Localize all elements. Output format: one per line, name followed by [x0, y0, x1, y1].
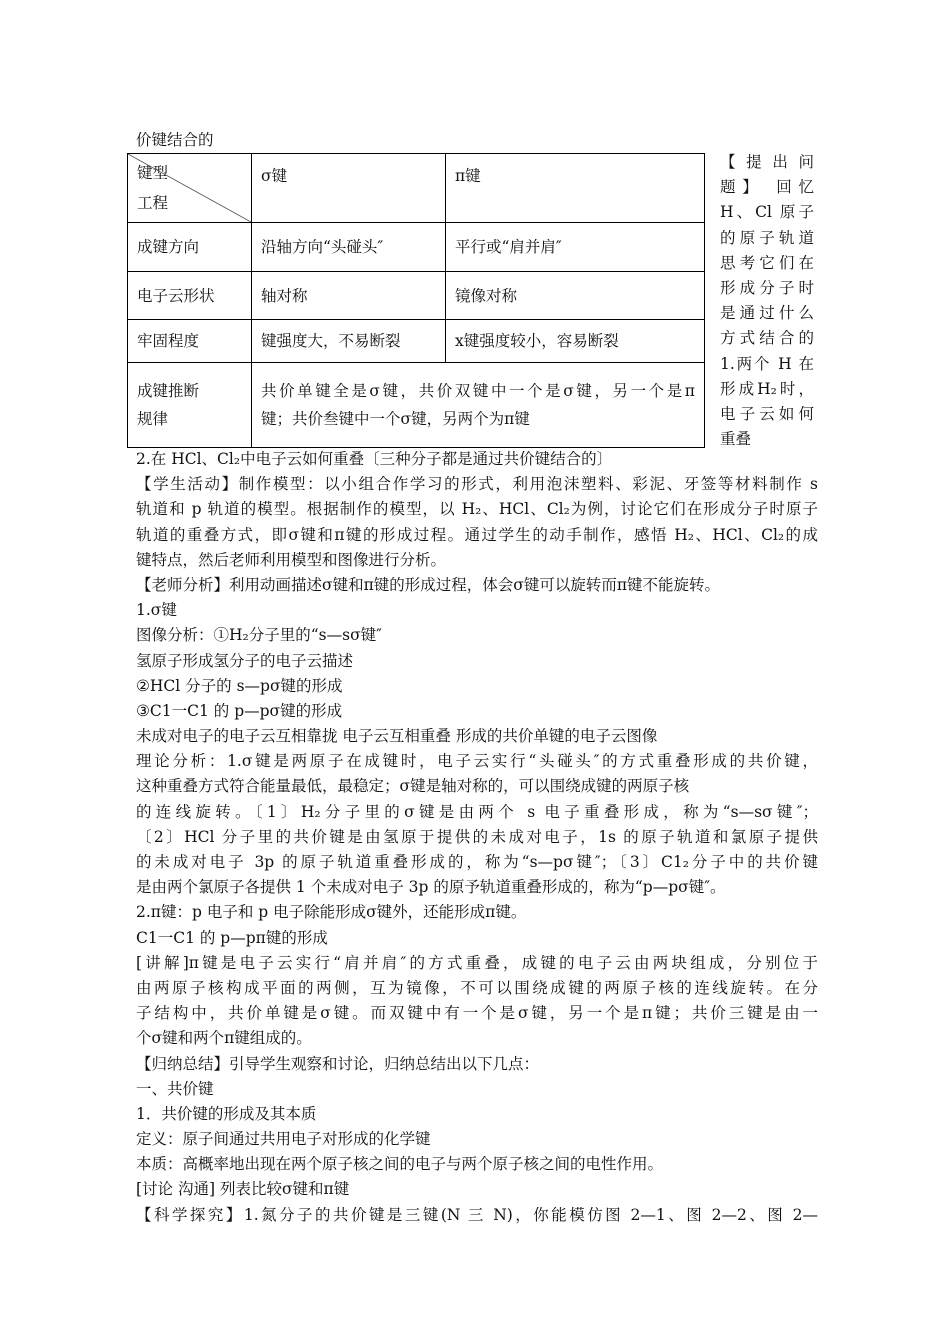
header-sigma: σ键	[252, 154, 446, 223]
text-line: 未成对电子的电子云互相靠拢 电子云互相重叠 形成的共价单键的电子云图像	[136, 727, 658, 746]
row-label	[128, 363, 252, 448]
text-line: 【老师分析】利用动画描述σ键和π键的形成过程，体会σ键可以旋转而π键不能旋转。	[136, 575, 721, 594]
text-line: 〔2〕HCl 分子里的共价键是由氢原于提供的未成对电子，1s 的原子轨道和氯原子提供	[136, 827, 818, 846]
text-line: 【归纳总结】引导学生观察和讨论，归纳总结出以下几点：	[136, 1054, 540, 1073]
text-line: [讨论 沟通] 列表比较σ键和π键	[136, 1180, 350, 1199]
body-text	[136, 447, 818, 1228]
rule-text-line-1: 共价单键全是σ键，共价双键中一个是σ键，另一个是π	[261, 382, 695, 400]
pi-cell: 平行或“肩并肩″	[446, 223, 705, 272]
text-line: 【学生活动】制作模型：以小组合作学习的形式，利用泡沫塑料、彩泥、牙签等材料制作 s	[136, 475, 818, 494]
text-line: 1．共价键的形成及其本质	[136, 1104, 317, 1123]
side-note-line: 题】 回忆	[720, 178, 814, 197]
corner-label-bottom: 工程	[137, 194, 169, 212]
row-label: 电子云形状	[128, 272, 252, 320]
text-line: 的连线旋转。〔1〕H₂分子里的σ键是由两个 s 电子重叠形成，称为“s—sσ键″；	[136, 802, 818, 821]
header-pi: π键	[446, 154, 705, 223]
table-row	[128, 223, 705, 272]
sigma-cell: 轴对称	[252, 272, 446, 320]
table-corner-cell	[128, 154, 252, 223]
table-row	[128, 272, 705, 320]
pi-cell: 镜像对称	[446, 272, 705, 320]
text-line: 子结构中，共价单键是σ键。而双键中有一个是σ键，另一个是π键；共价三键是由一	[136, 1004, 818, 1023]
text-line: ②HCl 分子的 s—pσ键的形成	[136, 676, 343, 695]
side-note-line: 是通过什么	[720, 304, 814, 323]
text-line: 定义：原子间通过共用电子对形成的化学键	[136, 1130, 431, 1149]
text-line: 个σ键和两个π键组成的。	[136, 1029, 312, 1048]
side-note-line: H、Cl 原子	[720, 203, 814, 222]
text-line: 2.在 HCl、Cl₂中电子云如何重叠〔三种分子都是通过共价键结合的〕	[136, 450, 613, 468]
side-note-line: 方式结合的	[720, 329, 814, 348]
text-line: 轨道和 p 轨道的模型。根据制作的模型，以 H₂、HCl、Cl₂为例，讨论它们在形成分子时原子	[136, 500, 818, 519]
corner-label-top: 键型	[137, 164, 169, 182]
diagonal-line	[128, 154, 251, 222]
text-line: 是由两个氯原子各提供 1 个未成对电子 3p 的原予轨道重叠形成的，称为“p—pσ键″。	[136, 878, 726, 897]
side-note-line: 电子云如何	[720, 405, 814, 424]
text-line: 【科学探究】1.氮分子的共价键是三键(N 三 N)，你能模仿图 2—1、图 2—2、图 2—	[136, 1205, 818, 1224]
side-note-line: 形成分子时	[720, 279, 814, 298]
sigma-cell: 沿轴方向“头碰头″	[252, 223, 446, 272]
text-line: 轨道的重叠方式，即σ键和π键的形成过程。通过学生的动手制作，感悟 H₂、HCl、Cl₂的成	[136, 525, 818, 544]
text-line: 由两原子核构成平面的两侧，互为镜像，不可以围绕成键的两原子核的连线旋转。在分	[136, 978, 818, 997]
rule-label-line-2: 规律	[137, 410, 169, 428]
text-line: C1一C1 的 p—pπ键的形成	[136, 928, 328, 947]
text-line: 1.σ键	[136, 601, 177, 620]
table-row	[128, 363, 705, 448]
side-note-line: 重叠	[720, 430, 752, 449]
text-line: 理论分析：1.σ键是两原子在成键时，电子云实行“头碰头″的方式重叠形成的共价键，	[136, 752, 818, 771]
side-note	[720, 150, 814, 452]
table-row	[128, 320, 705, 363]
text-line: [讲解]π键是电子云实行“肩并肩″的方式重叠，成键的电子云由两块组成，分别位于	[136, 953, 818, 972]
pi-cell: x键强度较小，容易断裂	[446, 320, 705, 363]
text-line: 这种重叠方式符合能量最低，最稳定；σ键是轴对称的，可以围绕成键的两原子核	[136, 777, 690, 796]
text-line: 键特点，然后老师利用模型和图像进行分析。	[136, 550, 447, 569]
text-line: 氢原子形成氢分子的电子云描述	[136, 651, 354, 670]
row-label: 牢固程度	[128, 320, 252, 363]
text-line: 一、共价键	[136, 1079, 214, 1098]
rule-text-line-2: 键；共价叁键中一个σ键，另两个为π键	[261, 410, 530, 428]
side-note-line: 思考它们在	[720, 253, 814, 272]
text-line: 的未成对电子 3p 的原子轨道重叠形成的，称为“s—pσ键″；〔3〕C1₂分子中的共价键	[136, 853, 818, 871]
side-note-line: 的原子轨道	[720, 228, 814, 247]
table-caption: 价键结合的	[136, 131, 214, 149]
table-header-row	[128, 154, 705, 223]
rule-label-line-1: 成键推断	[137, 382, 200, 400]
rule-cell	[252, 363, 705, 448]
bond-comparison-table	[127, 153, 705, 448]
text-line: 2.π键：p 电子和 p 电子除能形成σ键外，还能形成π键。	[136, 903, 527, 922]
side-note-line: 形成H₂时，	[720, 379, 814, 398]
sigma-cell: 键强度大，不易断裂	[252, 320, 446, 363]
text-line: ③C1一C1 的 p—pσ键的形成	[136, 701, 343, 720]
text-line: 图像分析：①H₂分子里的“s—sσ键″	[136, 626, 382, 645]
row-label: 成键方向	[128, 223, 252, 272]
text-line: 本质：高概率地出现在两个原子核之间的电子与两个原子核之间的电性作用。	[136, 1155, 664, 1174]
side-note-line: 【 提 出 问	[720, 153, 814, 171]
side-note-line: 1.两个 H 在	[720, 354, 814, 373]
